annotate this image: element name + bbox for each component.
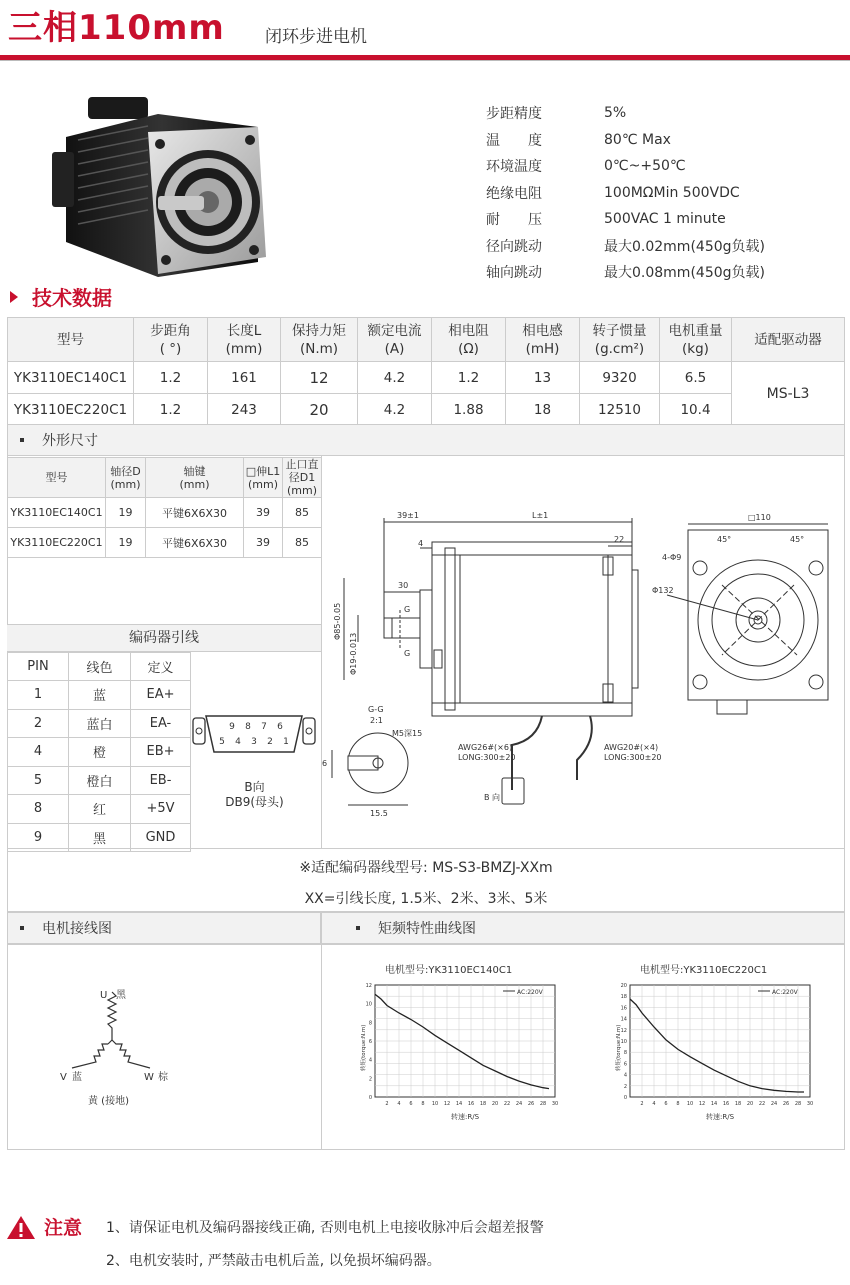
note-item: 1、请保证电机及编码器接线正确, 否则电机上电接收脉冲后会超差报警 bbox=[106, 1220, 544, 1236]
spec-row bbox=[486, 153, 765, 180]
cable2-label: AWG20#(×4) bbox=[604, 743, 659, 752]
th-shaft-dia: 轴径D (mm) bbox=[106, 458, 146, 498]
x-tick-label: 30 bbox=[551, 1101, 559, 1107]
db9-pin-label: 2 bbox=[267, 737, 273, 747]
x-tick-label: 12 bbox=[443, 1101, 451, 1107]
legend-label: AC:220V bbox=[517, 989, 543, 996]
y-axis-label: 转矩(torque:N.m) bbox=[361, 1024, 367, 1071]
spec-value: 80℃ Max bbox=[604, 131, 671, 148]
th-driver: 适配驱动器 bbox=[732, 318, 845, 362]
dim-22-label: 22 bbox=[614, 535, 625, 544]
encoder-note-1: ※适配编码器线型号: MS-S3-BMZJ-XXm bbox=[299, 860, 553, 876]
dim-table-header bbox=[8, 458, 322, 498]
cell: 85 bbox=[283, 528, 322, 558]
spec-key: 绝缘电阻 bbox=[486, 185, 542, 202]
db9-pin-label: 5 bbox=[219, 737, 225, 747]
th-length: 长度L (mm) bbox=[208, 318, 281, 362]
dim-l-label: L±1 bbox=[532, 511, 549, 520]
dim-6-label: 6 bbox=[322, 759, 328, 768]
cell: 平键6X6X30 bbox=[146, 528, 244, 558]
y-tick-label: 0 bbox=[623, 1095, 627, 1101]
x-tick-label: 22 bbox=[758, 1101, 766, 1107]
y-tick-label: 8 bbox=[368, 1020, 372, 1027]
motor-photo bbox=[48, 92, 278, 277]
dim-d-label: Φ19-0.013 bbox=[349, 632, 358, 675]
cell: 10.4 bbox=[660, 394, 732, 426]
x-tick-label: 8 bbox=[676, 1101, 680, 1107]
outline-drawing bbox=[322, 460, 844, 845]
th-model: 型号 bbox=[8, 318, 134, 362]
db9-pin-label: 4 bbox=[235, 737, 241, 747]
dim-39-label: 39±1 bbox=[397, 511, 419, 520]
dim-155-label: 15.5 bbox=[370, 809, 388, 818]
spec-row bbox=[486, 100, 765, 127]
wiring-ground-label: 黄 (接地) bbox=[88, 1096, 129, 1107]
db9-type-label: DB9(母头) bbox=[225, 795, 284, 809]
dim-table bbox=[7, 457, 322, 558]
table-row bbox=[8, 528, 322, 558]
dim-m5-label: M5深15 bbox=[392, 729, 423, 738]
spec-value: 100MΩMin 500VDC bbox=[604, 184, 740, 201]
x-tick-label: 4 bbox=[397, 1101, 401, 1107]
torque-title: 矩频特性曲线图 bbox=[378, 921, 476, 937]
x-tick-label: 18 bbox=[734, 1101, 742, 1107]
section-scale-label: 2:1 bbox=[370, 716, 383, 725]
x-tick-label: 10 bbox=[686, 1101, 694, 1107]
chart-title: 电机型号:YK3110EC220C1 bbox=[640, 965, 768, 976]
th-weight: 电机重量 (kg) bbox=[660, 318, 732, 362]
torque-chart-1 bbox=[359, 963, 558, 1121]
db9-pin-label: 9 bbox=[229, 722, 235, 732]
th-color: 线色 bbox=[69, 653, 131, 681]
y-tick-label: 6 bbox=[623, 1061, 627, 1068]
x-tick-label: 14 bbox=[710, 1101, 718, 1107]
y-tick-label: 20 bbox=[620, 983, 627, 989]
y-tick-label: 2 bbox=[368, 1076, 372, 1083]
x-tick-label: 24 bbox=[515, 1101, 523, 1107]
db9-pin-label: 8 bbox=[245, 722, 251, 732]
cell: 18 bbox=[506, 394, 580, 426]
db9-pin-label: 7 bbox=[261, 722, 267, 732]
cell: YK3110EC140C1 bbox=[8, 362, 134, 394]
cell: 1.2 bbox=[432, 362, 506, 394]
th-pin: PIN bbox=[8, 653, 69, 681]
divider bbox=[7, 848, 845, 849]
cell: 19 bbox=[106, 528, 146, 558]
spec-key: 温 度 bbox=[486, 132, 542, 149]
dim-d1-label: Φ85-0.05 bbox=[333, 602, 342, 640]
db9-pin-label: 3 bbox=[251, 737, 257, 747]
y-tick-label: 16 bbox=[620, 1005, 627, 1012]
notes-heading bbox=[6, 1213, 82, 1240]
th-phase-resistance: 相电阻 (Ω) bbox=[432, 318, 506, 362]
driver-cell: MS-L3 bbox=[732, 362, 845, 426]
th-phase-inductance: 相电感 (mH) bbox=[506, 318, 580, 362]
db9-caption bbox=[192, 780, 317, 810]
spec-row bbox=[486, 259, 765, 286]
cell: 9320 bbox=[580, 362, 660, 394]
th-step-angle: 步距角 ( °) bbox=[134, 318, 208, 362]
wiring-v-label: V bbox=[60, 1072, 67, 1083]
encoder-title: 编码器引线 bbox=[7, 624, 321, 652]
cell: 85 bbox=[283, 498, 322, 528]
cell: 39 bbox=[244, 528, 283, 558]
warning-icon bbox=[6, 1214, 36, 1240]
x-tick-label: 10 bbox=[431, 1101, 439, 1107]
th-rotor-inertia: 转子惯量 (g.cm²) bbox=[580, 318, 660, 362]
spec-key: 环境温度 bbox=[486, 159, 542, 176]
spec-list bbox=[486, 100, 765, 286]
cell: 19 bbox=[106, 498, 146, 528]
bullet-icon bbox=[20, 438, 24, 442]
th-d1: 止口直 径D1 (mm) bbox=[283, 458, 322, 498]
triangle-marker-icon bbox=[10, 291, 18, 303]
dim-45a-label: 45° bbox=[717, 535, 732, 544]
table-row: 8 红 +5V bbox=[8, 795, 191, 824]
cell: 39 bbox=[244, 498, 283, 528]
tech-section-heading bbox=[10, 282, 112, 311]
dim-holes-label: 4-Φ9 bbox=[662, 553, 682, 562]
dim-110-label: □110 bbox=[748, 513, 771, 522]
x-tick-label: 18 bbox=[479, 1101, 487, 1107]
th-holding-torque: 保持力矩 (N.m) bbox=[281, 318, 358, 362]
cell: 12 bbox=[281, 362, 358, 394]
encoder-table-header bbox=[8, 653, 191, 681]
x-axis-label: 转速:R/S bbox=[705, 1113, 735, 1121]
y-tick-label: 8 bbox=[623, 1050, 627, 1057]
table-row: 9 黑 GND bbox=[8, 823, 191, 852]
tech-table-header bbox=[8, 318, 845, 362]
cable1-len-label: LONG:300±20 bbox=[458, 753, 516, 762]
outline-title: 外形尺寸 bbox=[42, 433, 98, 449]
encoder-table bbox=[7, 652, 191, 852]
g-mark-label: G bbox=[404, 649, 411, 658]
table-row bbox=[8, 498, 322, 528]
spec-row bbox=[486, 233, 765, 260]
th-def: 定义 bbox=[131, 653, 191, 681]
y-tick-label: 18 bbox=[620, 994, 627, 1001]
table-row bbox=[8, 362, 845, 394]
x-tick-label: 8 bbox=[421, 1101, 425, 1107]
wiring-u-color-label: 黑 bbox=[116, 990, 126, 1001]
cable1-label: AWG26#(×6) bbox=[458, 743, 513, 752]
y-tick-label: 4 bbox=[368, 1057, 372, 1064]
chart-title: 电机型号:YK3110EC140C1 bbox=[385, 965, 513, 976]
cable2-len-label: LONG:300±20 bbox=[604, 753, 662, 762]
torque-charts bbox=[355, 960, 825, 1125]
cell: 1.2 bbox=[134, 362, 208, 394]
outline-bar bbox=[7, 424, 845, 456]
x-tick-label: 2 bbox=[640, 1101, 644, 1107]
bullet-icon bbox=[356, 926, 360, 930]
note-item: 2、电机安装时, 严禁敲击电机后盖, 以免损坏编码器。 bbox=[106, 1253, 441, 1269]
x-tick-label: 20 bbox=[491, 1101, 499, 1107]
x-tick-label: 2 bbox=[385, 1101, 389, 1107]
wiring-bar bbox=[7, 912, 321, 944]
spec-key: 径向跳动 bbox=[486, 238, 542, 255]
g-mark-label: G bbox=[404, 605, 411, 614]
th-l1: □伸L1 (mm) bbox=[244, 458, 283, 498]
db9-pin-label: 6 bbox=[277, 722, 283, 732]
spec-key: 步距精度 bbox=[486, 106, 542, 123]
spec-row bbox=[486, 180, 765, 207]
th-model: 型号 bbox=[8, 458, 106, 498]
page-title: 三相110mm bbox=[8, 8, 225, 48]
cell: 平键6X6X30 bbox=[146, 498, 244, 528]
section-label: G-G bbox=[368, 705, 384, 714]
x-tick-label: 24 bbox=[770, 1101, 778, 1107]
x-tick-label: 16 bbox=[467, 1101, 475, 1107]
spec-value: 500VAC 1 minute bbox=[604, 211, 726, 228]
dim-132-label: Φ132 bbox=[652, 586, 674, 595]
cell: 13 bbox=[506, 362, 580, 394]
cell: 4.2 bbox=[358, 394, 432, 426]
y-tick-label: 14 bbox=[620, 1016, 627, 1023]
spec-value: 5% bbox=[604, 105, 627, 122]
x-tick-label: 16 bbox=[722, 1101, 730, 1107]
cell: 6.5 bbox=[660, 362, 732, 394]
spec-value: 0℃~+50℃ bbox=[604, 158, 686, 175]
torque-chart-2 bbox=[614, 963, 813, 1121]
table-row: 5 橙白 EB- bbox=[8, 766, 191, 795]
x-tick-label: 28 bbox=[794, 1101, 802, 1107]
y-tick-label: 6 bbox=[368, 1039, 372, 1045]
cell: 1.2 bbox=[134, 394, 208, 426]
title-underline-thin bbox=[0, 60, 850, 61]
wiring-diagram bbox=[50, 980, 190, 1115]
cell: 243 bbox=[208, 394, 281, 426]
dim-45b-label: 45° bbox=[790, 535, 805, 544]
cell: YK3110EC220C1 bbox=[8, 394, 134, 426]
b-dir-label: B 向 bbox=[484, 793, 501, 802]
y-tick-label: 0 bbox=[368, 1095, 372, 1101]
cell: YK3110EC220C1 bbox=[8, 528, 106, 558]
x-axis-label: 转速:R/S bbox=[450, 1113, 480, 1121]
tech-section-title: 技术数据 bbox=[32, 286, 112, 310]
cell: 4.2 bbox=[358, 362, 432, 394]
wiring-title: 电机接线图 bbox=[42, 921, 112, 937]
dim-4-label: 4 bbox=[418, 539, 424, 548]
tech-table bbox=[7, 317, 845, 426]
y-tick-label: 12 bbox=[620, 1027, 627, 1034]
torque-bar bbox=[321, 912, 845, 944]
encoder-note-2: XX=引线长度, 1.5米、2米、3米、5米 bbox=[304, 891, 548, 907]
y-tick-label: 10 bbox=[365, 1001, 372, 1008]
th-key: 轴键 (mm) bbox=[146, 458, 244, 498]
x-tick-label: 30 bbox=[806, 1101, 814, 1107]
x-tick-label: 26 bbox=[527, 1101, 535, 1107]
x-tick-label: 26 bbox=[782, 1101, 790, 1107]
x-tick-label: 12 bbox=[698, 1101, 706, 1107]
wiring-u-label: U bbox=[100, 990, 108, 1001]
spec-value: 最大0.02mm(450g负载) bbox=[604, 238, 765, 255]
wiring-v-color-label: 蓝 bbox=[72, 1072, 82, 1083]
th-rated-current: 额定电流 (A) bbox=[358, 318, 432, 362]
legend-label: AC:220V bbox=[772, 989, 798, 996]
x-tick-label: 6 bbox=[664, 1101, 668, 1107]
dim-30-label: 30 bbox=[398, 581, 409, 590]
db9-pin-label: 1 bbox=[283, 737, 289, 747]
spec-value: 最大0.08mm(450g负载) bbox=[604, 265, 765, 282]
spec-row bbox=[486, 127, 765, 154]
spec-row bbox=[486, 206, 765, 233]
table-row bbox=[8, 394, 845, 426]
y-tick-label: 10 bbox=[620, 1039, 627, 1045]
spec-key: 轴向跳动 bbox=[486, 265, 542, 282]
x-tick-label: 20 bbox=[746, 1101, 754, 1107]
divider bbox=[321, 944, 322, 1150]
x-tick-label: 6 bbox=[409, 1101, 413, 1107]
wiring-w-color-label: 棕 bbox=[158, 1072, 168, 1083]
table-row: 4 橙 EB+ bbox=[8, 738, 191, 767]
y-tick-label: 2 bbox=[623, 1083, 627, 1090]
x-tick-label: 28 bbox=[539, 1101, 547, 1107]
db9-direction-label: B向 bbox=[244, 780, 265, 794]
page-subtitle: 闭环步进电机 bbox=[265, 27, 367, 47]
cell: 1.88 bbox=[432, 394, 506, 426]
y-axis-label: 转矩(torque:N.m) bbox=[616, 1024, 622, 1071]
y-tick-label: 12 bbox=[365, 983, 372, 989]
notes-title: 注意 bbox=[44, 1217, 83, 1239]
cell: 161 bbox=[208, 362, 281, 394]
wiring-w-label: W bbox=[144, 1072, 154, 1083]
spec-key: 耐 压 bbox=[486, 212, 542, 229]
table-row: 2 蓝白 EA- bbox=[8, 709, 191, 738]
x-tick-label: 14 bbox=[455, 1101, 463, 1107]
cell: 12510 bbox=[580, 394, 660, 426]
table-row: 1 蓝 EA+ bbox=[8, 681, 191, 710]
y-tick-label: 4 bbox=[623, 1072, 627, 1079]
cell: 20 bbox=[281, 394, 358, 426]
x-tick-label: 4 bbox=[652, 1101, 656, 1107]
cell: YK3110EC140C1 bbox=[8, 498, 106, 528]
db9-connector-icon bbox=[192, 712, 317, 764]
bullet-icon bbox=[20, 926, 24, 930]
x-tick-label: 22 bbox=[503, 1101, 511, 1107]
